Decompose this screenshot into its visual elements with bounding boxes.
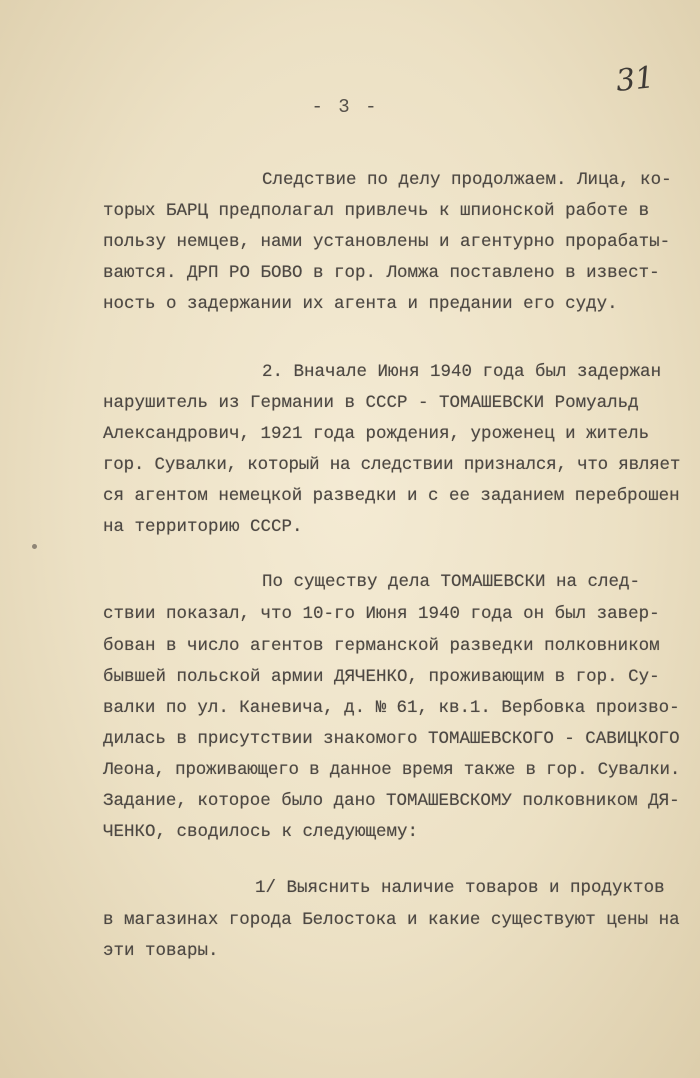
paragraph-3-line-5: валки по ул. Каневича, д. № 61, кв.1. Вербовка произво-: [103, 698, 680, 718]
paragraph-1-line-3: пользу немцев, нами установлены и агентурно прорабаты-: [103, 232, 671, 252]
paragraph-1-line-4: ваются. ДРП РО БОВО в гор. Ломжа поставлено в извест-: [103, 263, 660, 283]
paragraph-2-line-2: нарушитель из Германии в СССР - ТОМАШЕВСКИ Ромуальд: [103, 393, 639, 413]
paragraph-4-line-3: эти товары.: [103, 941, 219, 961]
paragraph-3-line-3: бован в число агентов германской разведки полковником: [103, 636, 660, 656]
paragraph-1-line-1: Следствие по делу продолжаем. Лица, ко-: [262, 170, 672, 190]
paragraph-4-line-2: в магазинах города Белостока и какие существуют цены на: [103, 910, 680, 930]
paragraph-2-line-4: гор. Сувалки, который на следствии признался, что являет: [103, 455, 681, 475]
paragraph-3-line-8: Задание, которое было дано ТОМАШЕВСКОМУ полковником ДЯ-: [103, 791, 680, 811]
paragraph-1-line-2: торых БАРЦ предполагал привлечь к шпионской работе в: [103, 201, 650, 221]
paragraph-3-line-6: дилась в присутствии знакомого ТОМАШЕВСКОГО - САВИЦКОГО: [103, 729, 680, 749]
paragraph-1-line-5: ность о задержании их агента и предании его суду.: [103, 294, 618, 314]
hole-punch-mark: [32, 544, 37, 549]
paragraph-2-line-3: Александрович, 1921 года рождения, уроженец и житель: [103, 424, 650, 444]
paragraph-2-line-6: на территорию СССР.: [103, 517, 303, 537]
paragraph-2-line-5: ся агентом немецкой разведки и с ее заданием переброшен: [103, 486, 680, 506]
paragraph-3-line-7: Леона, проживающего в данное время также в гор. Сувалки.: [103, 760, 681, 780]
paragraph-3-line-9: ЧЕНКО, сводилось к следующему:: [103, 822, 419, 842]
page-number: - 3 -: [311, 96, 379, 118]
paragraph-4-line-1: 1/ Выяснить наличие товаров и продуктов: [255, 878, 665, 898]
paragraph-2-line-1: 2. Вначале Июня 1940 года был задержан: [262, 362, 662, 382]
paragraph-3-line-4: бывшей польской армии ДЯЧЕНКО, проживающим в гор. Су-: [103, 667, 660, 687]
paragraph-3-line-2: ствии показал, что 10-го Июня 1940 года он был завер-: [103, 604, 660, 624]
archive-page-number: 31: [614, 60, 656, 99]
paragraph-3-line-1: По существу дела ТОМАШЕВСКИ на след-: [262, 572, 641, 592]
